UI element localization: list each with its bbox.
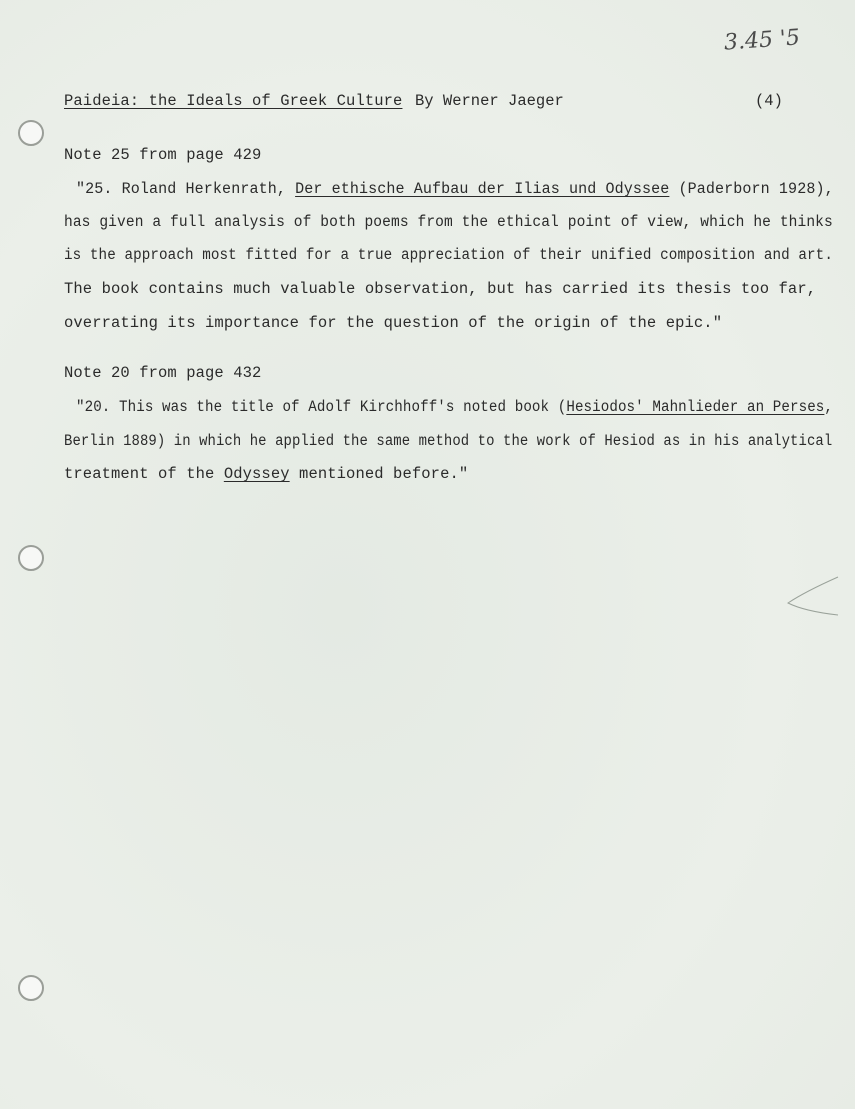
note-line: is the approach most fitted for a true appreciation of their unified composition and art. <box>64 246 833 264</box>
note-line: "20. This was the title of Adolf Kirchhoff's noted book (Hesiodos' Mahnlieder an Perses, <box>76 398 834 416</box>
note-line: treatment of the Odyssey mentioned before." <box>64 465 469 483</box>
punch-hole-bottom <box>18 975 44 1001</box>
pencil-mark-icon <box>780 575 840 620</box>
book-title: Odyssey <box>223 465 290 483</box>
note-line: has given a full analysis of both poems from the ethical point of view, which he thinks <box>64 213 833 231</box>
author-byline: By Werner Jaeger <box>415 92 564 110</box>
note-line: The book contains much valuable observation, but has carried its thesis too far, <box>64 280 817 298</box>
book-title: Hesiodos' Mahnlieder an Perses <box>566 398 825 416</box>
note-line: Berlin 1889) in which he applied the same method to the work of Hesiod as in his analytical <box>64 432 833 450</box>
punch-hole-top <box>18 120 44 146</box>
page-number: (4) <box>755 92 783 110</box>
handwritten-mark: 3.45 '5 <box>723 25 801 56</box>
note-line: overrating its importance for the question of the origin of the epic." <box>64 314 723 332</box>
note-heading: Note 20 from page 432 <box>64 364 262 382</box>
note-heading: Note 25 from page 429 <box>64 146 262 164</box>
book-title: Der ethische Aufbau der Ilias und Odyssee <box>295 180 670 198</box>
document-title: Paideia: the Ideals of Greek Culture <box>64 92 403 110</box>
note-line: "25. Roland Herkenrath, Der ethische Aufbau der Ilias und Odyssee (Paderborn 1928), <box>76 180 834 198</box>
punch-hole-middle <box>18 545 44 571</box>
